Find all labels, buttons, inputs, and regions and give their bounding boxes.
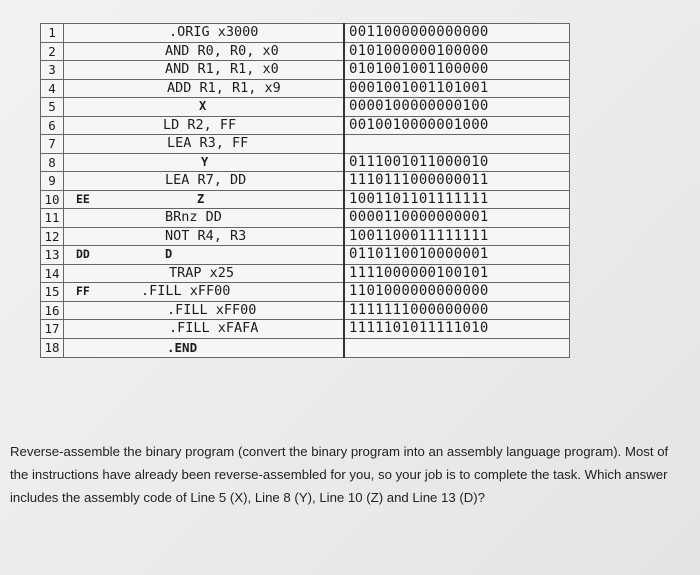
line-label: EE xyxy=(64,190,130,209)
assembly-code xyxy=(129,61,344,80)
table-row xyxy=(41,301,570,320)
line-label xyxy=(64,320,130,339)
line-label xyxy=(64,264,130,283)
assembly-code xyxy=(129,246,344,265)
line-number: 12 xyxy=(41,227,64,246)
table-row xyxy=(41,227,570,246)
assembly-code-text: Z xyxy=(197,191,205,206)
binary-code: 0010010000001000 xyxy=(344,116,570,135)
line-label xyxy=(64,153,130,172)
assembly-code-text: NOT R4, R3 xyxy=(165,227,247,244)
assembly-code-text: .END xyxy=(167,339,198,355)
binary-code: 0001001001101001 xyxy=(344,79,570,98)
assembly-code xyxy=(129,172,344,191)
binary-code: 1111000000100101 xyxy=(344,264,570,283)
binary-code: 0101001001100000 xyxy=(344,61,570,80)
binary-code xyxy=(344,338,570,358)
assembly-code-text: AND R0, R0, x0 xyxy=(165,42,279,59)
assembly-code-text: BRnz DD xyxy=(165,209,222,225)
assembly-code-text: .FILL xFF00 xyxy=(167,301,257,318)
assembly-code-text: LD R2, FF xyxy=(163,116,237,133)
table-row xyxy=(41,172,570,191)
line-label xyxy=(64,172,130,191)
assembly-code xyxy=(129,79,344,98)
table-row xyxy=(41,209,570,228)
line-number: 6 xyxy=(41,116,64,135)
table-row xyxy=(41,190,570,209)
assembly-code xyxy=(129,320,344,339)
assembly-code xyxy=(129,153,344,172)
line-number: 14 xyxy=(41,264,64,283)
table-row xyxy=(41,24,570,43)
line-label xyxy=(64,227,130,246)
line-number: 9 xyxy=(41,172,64,191)
assembly-code-text: .ORIG x3000 xyxy=(169,24,259,40)
line-label xyxy=(64,338,130,358)
line-number: 8 xyxy=(41,153,64,172)
assembly-code xyxy=(129,301,344,320)
table-row xyxy=(41,79,570,98)
table-row xyxy=(41,135,570,154)
line-label: FF xyxy=(64,283,130,302)
line-number: 1 xyxy=(41,24,64,43)
table-row xyxy=(41,320,570,339)
binary-code: 0110110010000001 xyxy=(344,246,570,265)
assembly-code xyxy=(129,283,344,302)
binary-code: 1001100011111111 xyxy=(344,227,570,246)
line-number: 7 xyxy=(41,135,64,154)
line-number: 10 xyxy=(41,190,64,209)
assembly-code-text: LEA R7, DD xyxy=(165,172,247,188)
line-number: 4 xyxy=(41,79,64,98)
table-row xyxy=(41,116,570,135)
binary-code xyxy=(344,135,570,154)
assembly-code-text: D xyxy=(165,247,173,261)
line-label: DD xyxy=(64,246,130,265)
binary-code: 0000110000000001 xyxy=(344,209,570,228)
line-number: 16 xyxy=(41,301,64,320)
line-number: 18 xyxy=(41,338,64,358)
table-row xyxy=(41,153,570,172)
assembly-code xyxy=(129,98,344,117)
binary-code: 0011000000000000 xyxy=(344,24,570,43)
table-row xyxy=(41,98,570,117)
assembly-code xyxy=(129,135,344,154)
table-row xyxy=(41,42,570,61)
assembly-code-text: X xyxy=(199,99,207,113)
assembly-code xyxy=(129,42,344,61)
binary-code: 0000100000000100 xyxy=(344,98,570,117)
binary-code: 1111111000000000 xyxy=(344,301,570,320)
line-number: 5 xyxy=(41,98,64,117)
line-label xyxy=(64,79,130,98)
table-row xyxy=(41,264,570,283)
line-label xyxy=(64,24,130,43)
assembly-code-text: ADD R1, R1, x9 xyxy=(167,79,281,96)
assembly-code-text: TRAP x25 xyxy=(169,264,235,281)
assembly-code xyxy=(129,190,344,209)
line-number: 2 xyxy=(41,42,64,61)
line-label xyxy=(64,42,130,61)
table-row xyxy=(41,283,570,302)
line-number: 3 xyxy=(41,61,64,80)
assembly-code-text: Y xyxy=(201,154,209,169)
assembly-code-text: .FILL xFAFA xyxy=(169,320,259,336)
binary-code: 0101000000100000 xyxy=(344,42,570,61)
assembly-code xyxy=(129,116,344,135)
line-number: 15 xyxy=(41,283,64,302)
assembly-code xyxy=(129,227,344,246)
binary-code: 1110111000000011 xyxy=(344,172,570,191)
program-table xyxy=(40,23,570,358)
question-paragraph: Reverse-assemble the binary program (convert the binary program into an assembly language program). Most of the instructions have already been reverse-assembled for you, so your job is to complete the task. Which answer includes the assembly code of Line 5 (X), Line 8 (Y), Line 10 (Z) and Line 13 (D)? xyxy=(10,444,669,505)
table-row xyxy=(41,61,570,80)
line-number: 17 xyxy=(41,320,64,339)
line-label xyxy=(64,116,130,135)
table-row xyxy=(41,246,570,265)
assembly-code-text: AND R1, R1, x0 xyxy=(165,61,279,77)
line-label xyxy=(64,135,130,154)
line-number: 11 xyxy=(41,209,64,228)
line-label xyxy=(64,61,130,80)
assembly-code xyxy=(129,264,344,283)
binary-code: 0111001011000010 xyxy=(344,153,570,172)
binary-code: 1001101101111111 xyxy=(344,190,570,209)
binary-code: 1111101011111010 xyxy=(344,320,570,339)
line-label xyxy=(64,209,130,228)
line-label xyxy=(64,98,130,117)
assembly-code xyxy=(129,209,344,228)
assembly-code-text: LEA R3, FF xyxy=(167,135,249,151)
line-label xyxy=(64,301,130,320)
line-number: 13 xyxy=(41,246,64,265)
table-row xyxy=(41,338,570,358)
assembly-code xyxy=(129,24,344,43)
binary-code: 1101000000000000 xyxy=(344,283,570,302)
assembly-code-text: .FILL xFF00 xyxy=(141,283,231,299)
assembly-code xyxy=(129,338,344,358)
question-text xyxy=(10,440,690,509)
